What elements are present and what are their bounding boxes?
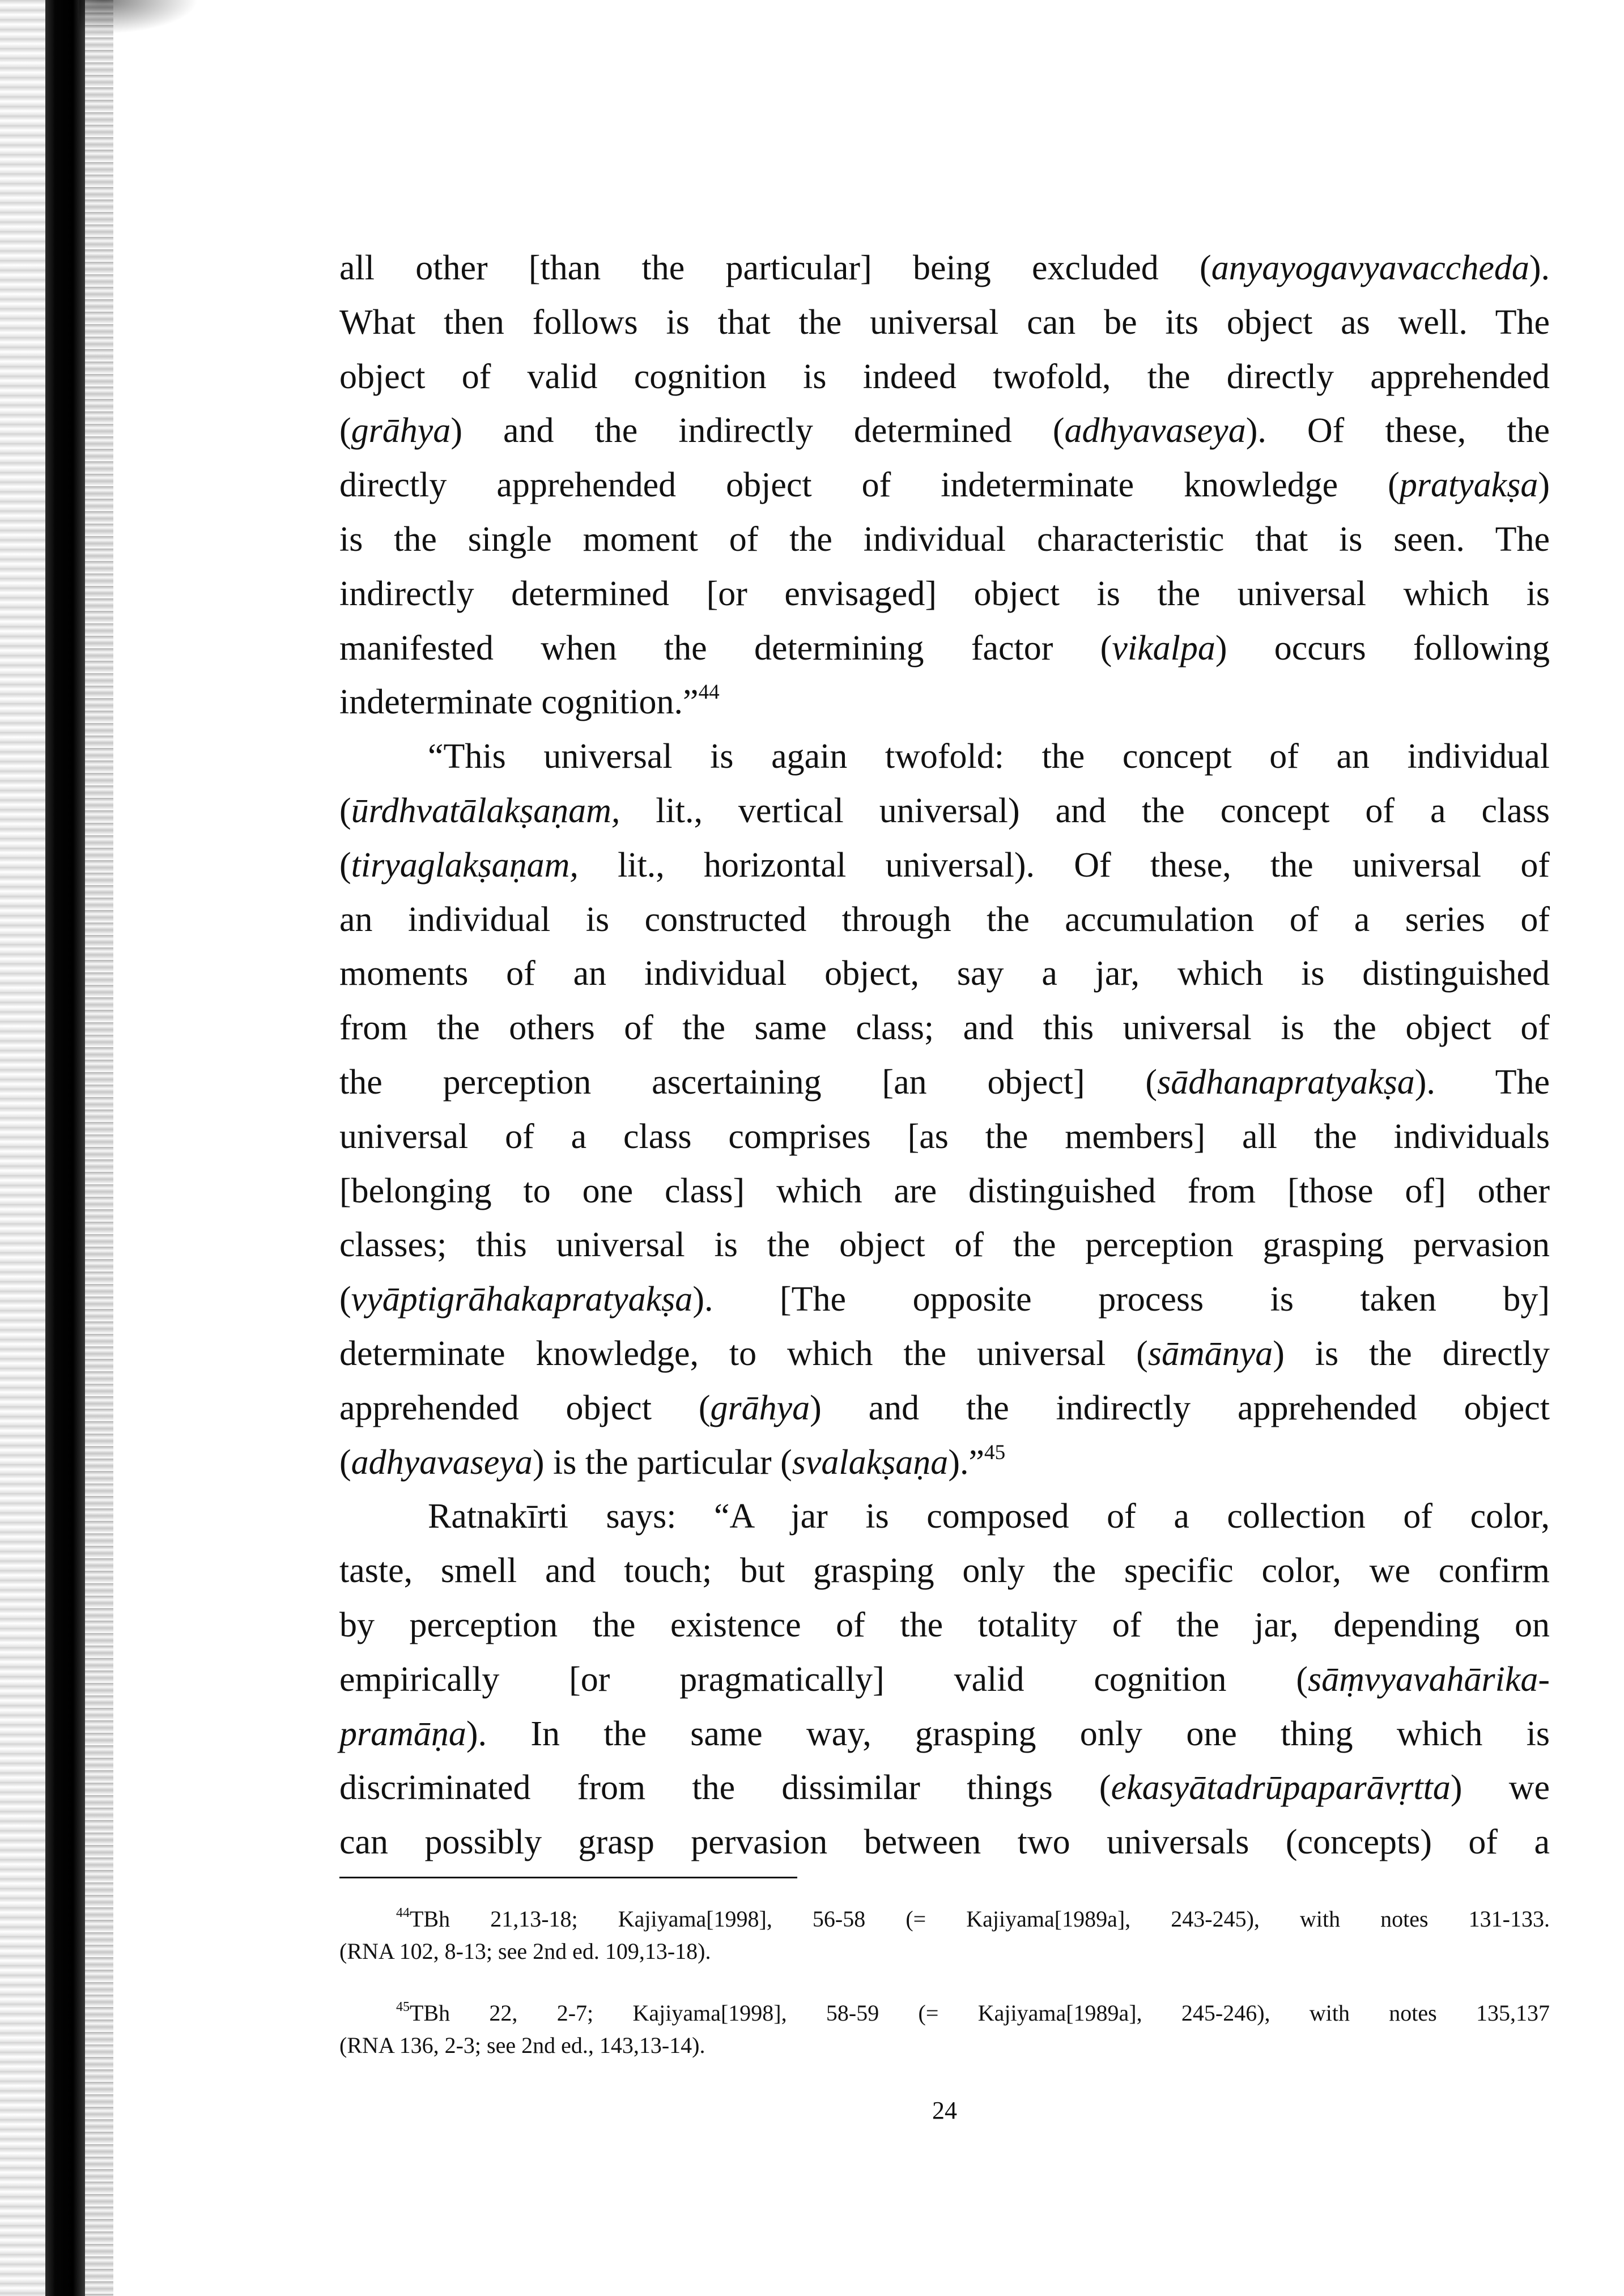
footnote-text: (RNA 102, 8-13; see 2nd ed. 109,13-18). xyxy=(339,1938,711,1964)
footnote-mark: 44 xyxy=(396,1906,410,1921)
text-line xyxy=(339,1001,1550,1056)
text-run: ( xyxy=(339,411,351,450)
text-line xyxy=(339,241,1550,296)
text-line xyxy=(339,1490,1550,1544)
text-line xyxy=(339,893,1550,947)
text-run: object of valid cognition is indeed twofold, the directly apprehended xyxy=(339,357,1550,396)
text-run: classes; this universal is the object of the perception grasping pervasion xyxy=(339,1226,1550,1265)
scan-binding-shadow xyxy=(0,0,119,2296)
text-line xyxy=(339,513,1550,567)
text-run: ). The xyxy=(1414,1062,1550,1102)
text-line xyxy=(339,1327,1550,1381)
text-run: ) and the indirectly apprehended object xyxy=(810,1388,1550,1427)
text-run: manifested when the determining factor ( xyxy=(339,628,1112,667)
text-run: indeterminate cognition.” xyxy=(339,683,699,722)
footnote-line xyxy=(339,2029,1550,2061)
text-run: is the single moment of the individual characteristic that is seen. The xyxy=(339,520,1550,559)
sanskrit-term: svalakṣaṇa xyxy=(792,1443,949,1482)
text-line xyxy=(339,1653,1550,1707)
text-run: lit., vertical universal) and the concept of a class xyxy=(620,791,1550,830)
text-line xyxy=(339,839,1550,893)
footnote-reference[interactable]: 45 xyxy=(984,1440,1006,1464)
text-run: taste, smell and touch; but grasping only the specific color, we confirm xyxy=(339,1551,1550,1591)
text-line xyxy=(339,1707,1550,1762)
footnote-reference[interactable]: 44 xyxy=(698,681,720,704)
text-run: discriminated from the dissimilar things ( xyxy=(339,1768,1111,1808)
sanskrit-term: grāhya xyxy=(351,411,451,450)
text-run: the perception ascertaining [an object] ( xyxy=(339,1062,1158,1102)
text-run: ). Of these, the xyxy=(1245,411,1550,450)
scan-corner-shadow xyxy=(79,0,198,34)
text-run: ( xyxy=(339,1280,351,1319)
text-line xyxy=(339,1815,1550,1870)
sanskrit-term: vikalpa xyxy=(1112,628,1215,667)
sanskrit-term: vyāptigrāhakapratyakṣa xyxy=(351,1280,693,1319)
footnote-line xyxy=(339,1997,1550,2029)
text-run: ( xyxy=(339,791,351,830)
sanskrit-term: adhyavaseya xyxy=(1064,411,1246,450)
binding-speckle xyxy=(85,0,113,2296)
text-line xyxy=(339,404,1550,458)
sanskrit-term: sāmānya xyxy=(1147,1334,1273,1373)
text-run: ) occurs following xyxy=(1215,628,1550,667)
sanskrit-term: grāhya xyxy=(710,1388,810,1427)
binding-dark-strip xyxy=(45,0,85,2296)
text-line xyxy=(339,1436,1550,1490)
sanskrit-term: ūrdhvatālakṣaṇam, xyxy=(351,791,620,830)
text-run: determinate knowledge, to which the universal ( xyxy=(339,1334,1148,1373)
paragraph xyxy=(339,730,1550,1490)
sanskrit-term: adhyavaseya xyxy=(351,1443,533,1482)
text-run: by perception the existence of the totality of the jar, depending on xyxy=(339,1605,1550,1644)
sanskrit-term: pratyakṣa xyxy=(1399,466,1538,505)
text-line xyxy=(339,1598,1550,1653)
text-run: ) and the indirectly determined ( xyxy=(450,411,1065,450)
footnote-separator xyxy=(339,1877,797,1878)
footnote-line xyxy=(339,1935,1550,1967)
text-run: ) xyxy=(1538,466,1550,505)
text-run: ) is the particular ( xyxy=(532,1443,792,1482)
text-line xyxy=(339,1218,1550,1273)
text-run: ).” xyxy=(948,1443,984,1482)
text-run: “This universal is again twofold: the concept of an individual xyxy=(428,737,1550,776)
text-line xyxy=(339,1761,1550,1815)
text-run: universal of a class comprises [as the members] all the individuals xyxy=(339,1117,1550,1156)
paragraph xyxy=(339,241,1550,730)
text-run: [belonging to one class] which are distinguished from [those of] other xyxy=(339,1171,1550,1210)
text-run: directly apprehended object of indeterminate knowledge ( xyxy=(339,466,1400,505)
text-line xyxy=(339,296,1550,350)
text-line xyxy=(339,350,1550,405)
text-line xyxy=(339,622,1550,676)
text-run: ) we xyxy=(1450,1768,1550,1808)
footnote-44 xyxy=(339,1903,1550,1967)
text-run: ). [The opposite process is taken by] xyxy=(692,1280,1550,1319)
main-text xyxy=(339,241,1550,1870)
text-run: apprehended object ( xyxy=(339,1388,711,1427)
text-run: ). xyxy=(1529,249,1550,287)
text-line xyxy=(339,784,1550,839)
text-line xyxy=(339,730,1550,784)
sanskrit-term: sādhanapratyakṣa xyxy=(1157,1062,1415,1102)
footnote-text: TBh 21,13-18; Kajiyama[1998], 56-58 (= Kajiyama[1989a], 243-245), with notes 131-133. xyxy=(410,1906,1550,1932)
paragraph xyxy=(339,1490,1550,1870)
text-line xyxy=(339,1056,1550,1110)
text-run: ) is the directly xyxy=(1273,1334,1550,1373)
text-line xyxy=(339,567,1550,622)
sanskrit-term: tiryaglakṣaṇam, xyxy=(351,845,579,885)
sanskrit-term: anyayogavyavaccheda xyxy=(1211,249,1529,287)
footnote-line xyxy=(339,1903,1550,1935)
text-run: empirically [or pragmatically] valid cognition ( xyxy=(339,1660,1308,1699)
text-run: indirectly determined [or envisaged] object is the universal which is xyxy=(339,574,1550,613)
sanskrit-term: ekasyātadrūpaparāvṛtta xyxy=(1111,1768,1451,1808)
text-line xyxy=(339,1164,1550,1219)
text-run: ( xyxy=(339,845,351,885)
sanskrit-term: pramāṇa xyxy=(339,1714,466,1753)
footnote-text: (RNA 136, 2-3; see 2nd ed., 143,13-14). xyxy=(339,2033,705,2058)
text-run: lit., horizontal universal). Of these, the universal of xyxy=(578,845,1550,885)
text-line xyxy=(339,1544,1550,1598)
footnote-text: TBh 22, 2-7; Kajiyama[1998], 58-59 (= Kajiyama[1989a], 245-246), with notes 135,137 xyxy=(410,2000,1550,2026)
footnote-mark: 45 xyxy=(396,2000,410,2015)
text-run: What then follows is that the universal can be its object as well. The xyxy=(339,303,1550,342)
text-run: all other [than the particular] being excluded ( xyxy=(339,249,1211,287)
binding-edge-texture xyxy=(0,0,45,2296)
text-line xyxy=(339,947,1550,1001)
text-run: from the others of the same class; and this universal is the object of xyxy=(339,1009,1550,1048)
text-run: ). In the same way, grasping only one thing which is xyxy=(466,1714,1550,1753)
text-run: moments of an individual object, say a jar, which is distinguished xyxy=(339,954,1550,993)
page-number: 24 xyxy=(932,2097,957,2124)
text-run: Ratnakīrti says: “A jar is composed of a collection of color, xyxy=(428,1497,1550,1536)
footnote-45 xyxy=(339,1997,1550,2061)
text-run: can possibly grasp pervasion between two universals (concepts) of a xyxy=(339,1823,1550,1862)
text-run: ( xyxy=(339,1443,351,1482)
text-run: an individual is constructed through the accumulation of a series of xyxy=(339,900,1550,939)
text-line xyxy=(339,1381,1550,1436)
text-line xyxy=(339,1110,1550,1164)
text-line xyxy=(339,1273,1550,1327)
footnotes xyxy=(339,1903,1550,2091)
text-line xyxy=(339,675,1550,730)
sanskrit-term: sāṃvyavahārika- xyxy=(1308,1660,1550,1699)
text-line xyxy=(339,458,1550,513)
